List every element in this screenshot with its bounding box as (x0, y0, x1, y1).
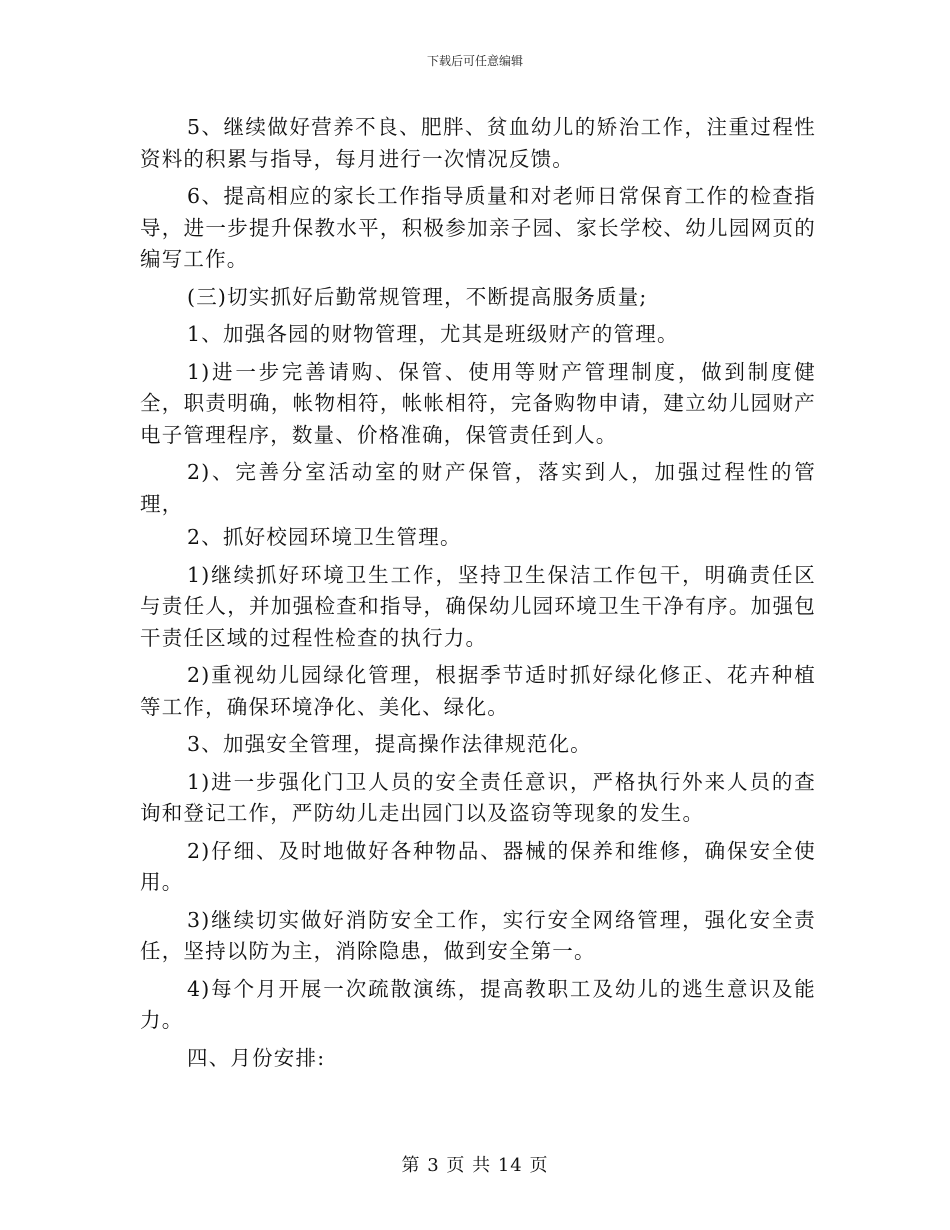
section-heading-3: (三)切实抓好后勤常规管理，不断提高服务质量; (187, 284, 648, 309)
subheading-safety: 3、加强安全管理，提高操作法律规范化。 (187, 732, 592, 756)
paragraph-hygiene-1: 1)继续抓好环境卫生工作，坚持卫生保洁工作包干，明确责任区与责任人，并加强检查和指导，确保幼儿园环境卫生干净有序。加强包干责任区域的过程性检查的执行力。 (140, 562, 816, 650)
paragraph-1: 5、继续做好营养不良、肥胖、贫血幼儿的矫治工作，注重过程性资料的积累与指导，每月进行一次情况反馈。 (140, 115, 816, 171)
section-heading-4: 四、月份安排: (187, 1045, 326, 1070)
paragraph-safety-2: 2)仔细、及时地做好各种物品、器械的保养和维修，确保安全使用。 (140, 838, 816, 894)
paragraph-safety-4: 4)每个月开展一次疏散演练，提高教职工及幼儿的逃生意识及能力。 (140, 976, 816, 1032)
subheading-hygiene: 2、抓好校园环境卫生管理。 (187, 525, 462, 549)
paragraph-property-2: 2)、完善分室活动室的财产保管，落实到人，加强过程性的管理， (140, 460, 816, 516)
paragraph-hygiene-2: 2)重视幼儿园绿化管理，根据季节适时抓好绿化修正、花卉种植等工作，确保环境净化、美化、绿化。 (140, 663, 816, 719)
subheading-property: 1、加强各园的财物管理，尤其是班级财产的管理。 (187, 322, 679, 346)
page-footer (0, 1154, 950, 1178)
page-header: 下载后可任意编辑 (426, 54, 523, 68)
paragraph-property-1: 1)进一步完善请购、保管、使用等财产管理制度，做到制度健全，职责明确，帐物相符，帐帐相符，完备购物申请，建立幼儿园财产电子管理程序，数量、价格准确，保管责任到人。 (140, 359, 816, 447)
paragraph-2: 6、提高相应的家长工作指导质量和对老师日常保育工作的检查指导，进一步提升保教水平，积极参加亲子园、家长学校、幼儿园网页的编写工作。 (140, 184, 816, 271)
page-number-text: 第 3 页 共 14 页 (401, 1155, 549, 1176)
document-body (140, 112, 816, 1080)
paragraph-safety-3: 3)继续切实做好消防安全工作，实行安全网络管理，强化安全责任，坚持以防为主，消除隐患，做到安全第一。 (140, 907, 816, 963)
paragraph-safety-1: 1)进一步强化门卫人员的安全责任意识，严格执行外来人员的查询和登记工作，严防幼儿走出园门以及盗窃等现象的发生。 (140, 769, 816, 825)
